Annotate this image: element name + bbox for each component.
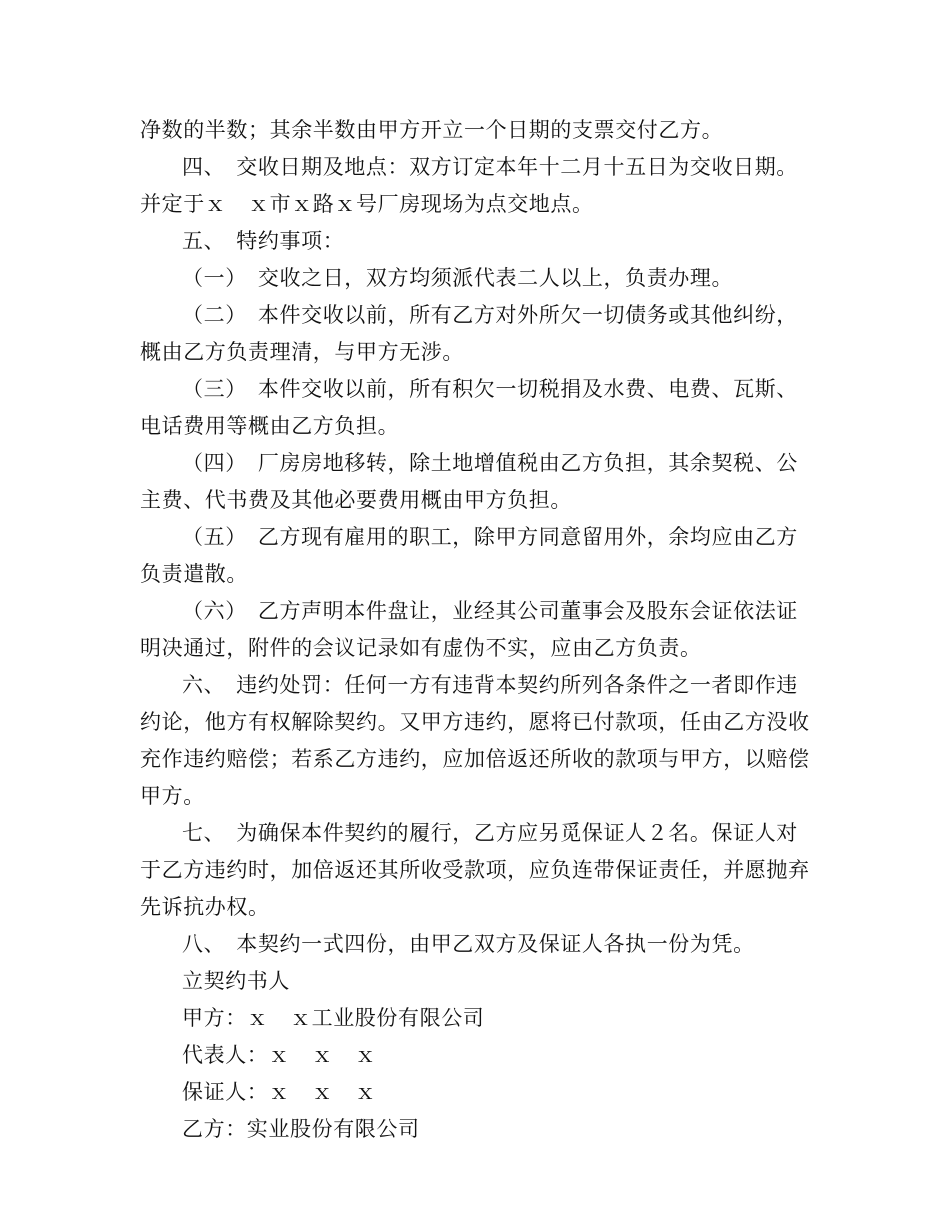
signatory-title: 立契约书人 [182, 969, 290, 993]
text-line: 明决通过，附件的会议记录如有虚伪不实，应由乙方负责。 [140, 636, 702, 660]
clause-6-heading: 六、 违约处罚：任何一方有违背本契约所列各条件之一者即作违 [182, 673, 798, 697]
text-line: 先诉抗办权。 [140, 895, 270, 919]
clause-7-heading: 七、 为确保本件契约的履行，乙方应另觅保证人２名。保证人对 [182, 821, 798, 845]
text-line: 充作违约赔偿；若系乙方违约，应加倍返还所收的款项与甲方，以赔偿 [140, 747, 810, 771]
subclause-4: （四） 厂房房地移转，除土地增值税由乙方负担，其余契税、公 [182, 451, 798, 475]
guarantor: 保证人：ｘ ｘ ｘ [182, 1080, 377, 1104]
subclause-5: （五） 乙方现有雇用的职工，除甲方同意留用外，余均应由乙方 [182, 525, 798, 549]
text-line: 概由乙方负责理清，与甲方无涉。 [140, 340, 464, 364]
text-line: 约论，他方有权解除契约。又甲方违约，愿将已付款项，任由乙方没收 [140, 710, 810, 734]
text-line: 电话费用等概由乙方负担。 [140, 414, 400, 438]
representative: 代表人：ｘ ｘ ｘ [182, 1043, 377, 1067]
clause-4-heading: 四、 交收日期及地点：双方订定本年十二月十五日为交收日期。 [182, 155, 798, 179]
subclause-1: （一） 交收之日，双方均须派代表二人以上，负责办理。 [182, 266, 734, 290]
text-line: 于乙方违约时，加倍返还其所收受款项，应负连带保证责任，并愿抛弃 [140, 858, 810, 882]
subclause-2: （二） 本件交收以前，所有乙方对外所欠一切债务或其他纠纷， [182, 303, 798, 327]
clause-5-heading: 五、 特约事项： [182, 229, 345, 253]
text-line: 主费、代书费及其他必要费用概由甲方负担。 [140, 488, 572, 512]
text-line: 负责遣散。 [140, 562, 248, 586]
subclause-3: （三） 本件交收以前，所有积欠一切税捐及水费、电费、瓦斯、 [182, 377, 798, 401]
text-line: 甲方。 [140, 784, 205, 808]
text-line: 并定于ｘ ｘ市ｘ路ｘ号厂房现场为点交地点。 [140, 192, 594, 216]
text-line: 净数的半数；其余半数由甲方开立一个日期的支票交付乙方。 [140, 118, 724, 142]
party-b: 乙方：实业股份有限公司 [182, 1117, 420, 1141]
party-a: 甲方：ｘ ｘ工业股份有限公司 [182, 1006, 485, 1030]
subclause-6: （六） 乙方声明本件盘让，业经其公司董事会及股东会证依法证 [182, 599, 798, 623]
clause-8-heading: 八、 本契约一式四份，由甲乙双方及保证人各执一份为凭。 [182, 932, 755, 956]
